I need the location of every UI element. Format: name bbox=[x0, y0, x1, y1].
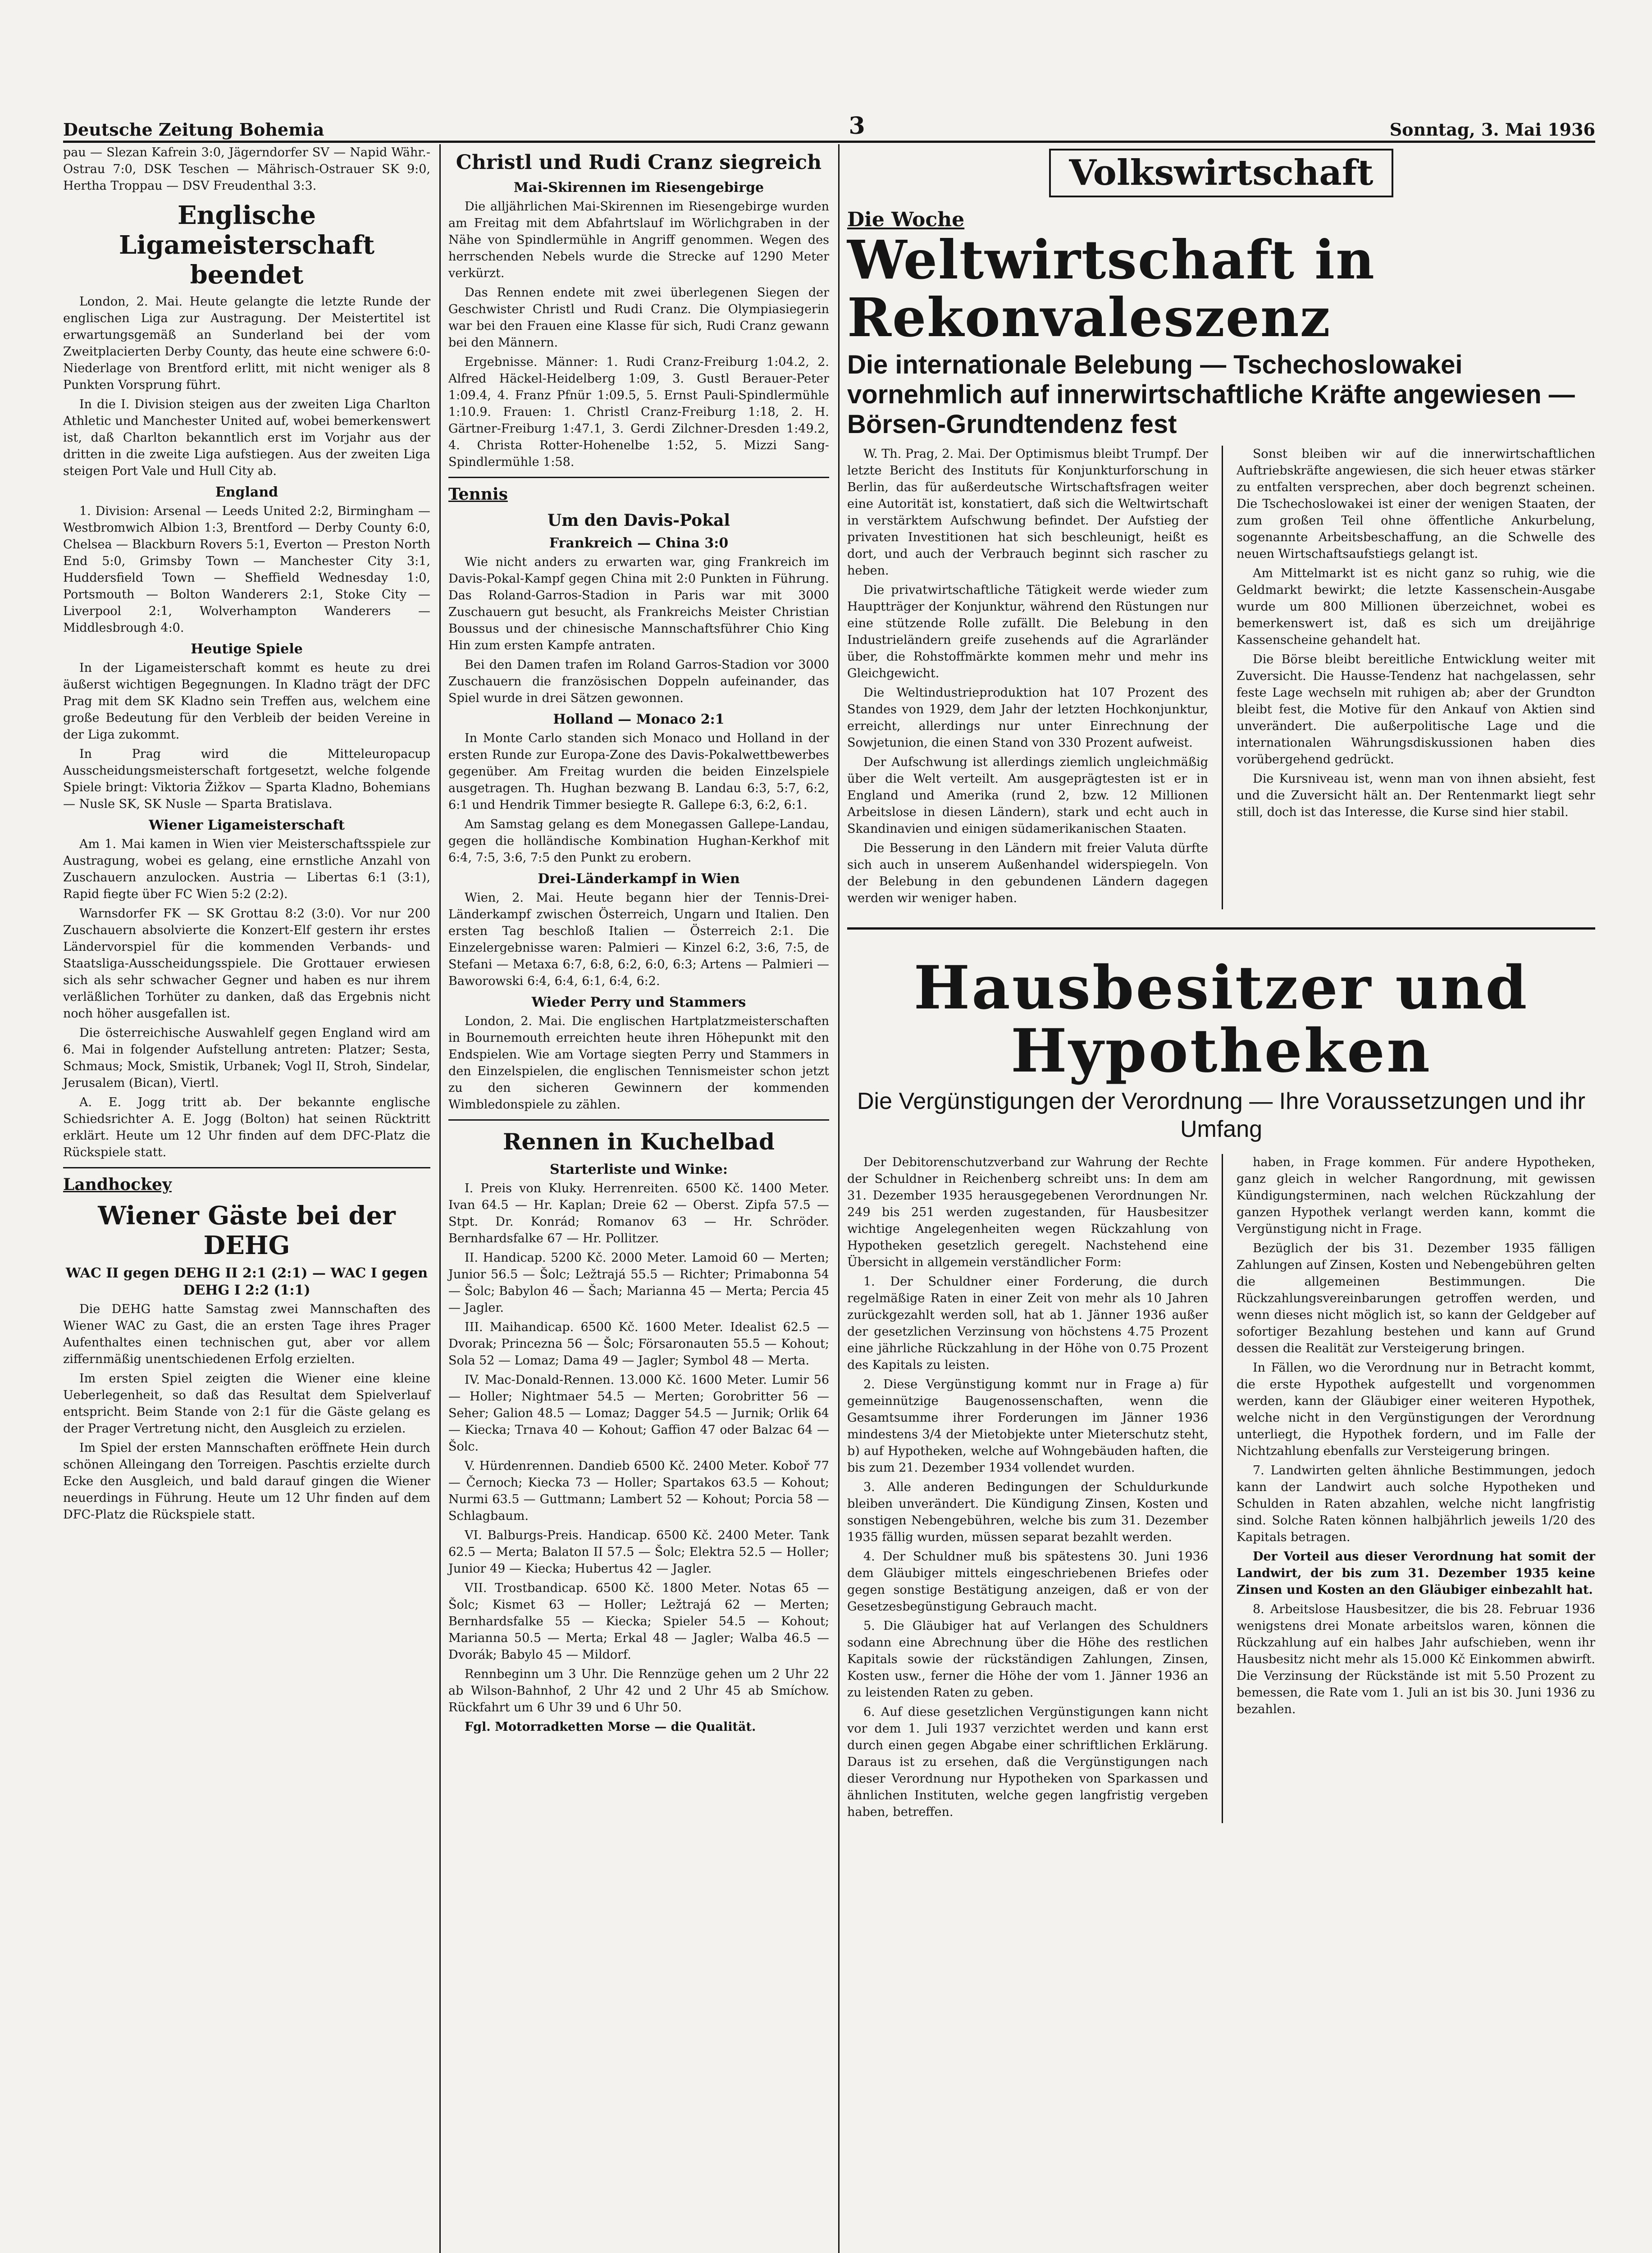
article-paragraph: Am Samstag gelang es dem Monegassen Gallepe-Landau, gegen die holländische Kombination Hughan-Kerkhof mit 6:4, 7:5, 3:6, 7:5 den Punkt zu erobern. bbox=[448, 817, 829, 865]
article-paragraph: Wie nicht anders zu erwarten war, ging Frankreich im Davis-Pokal-Kampf gegen China mit 2:0 Punkten in Führung. Das Roland-Garros-Stadion in Paris war mit 3000 Zuschauern gut besucht, als Frankreichs Meister Christian Boussus und der chinesische Mannschaftsführer Chio King Hin zum ersten Kampfe antraten. bbox=[448, 555, 829, 652]
subhead-perry-stammers: Wieder Perry und Stammers bbox=[531, 994, 746, 1010]
article-paragraph: London, 2. Mai. Die englischen Hartplatzmeisterschaften in Bournemouth erreichten heute ihren Höhepunkt mit den Endspielen. Wie am Vortage siegten Perry und Stammers in den Einzelspielen, die englischen Tennismeister schon jetzt zu den sicheren Gewinnern der kommenden Wimbledonspiele zu zählen. bbox=[448, 1014, 829, 1112]
article-paragraph: 1. Der Schuldner einer Forderung, die durch regelmäßige Raten in einer Zeit von mehr als 10 Jahren zurückgezahlt werden soll, hat ab 1. Jänner 1936 außer der gesetzlichen Verzinsung von höchstens 4.75 Prozent eine jährliche Rückzahlung in der Höhe von 0.75 Prozent des Kapitals zu leisten. bbox=[847, 1275, 1208, 1372]
subhead-frankreich-china: Frankreich — China 3:0 bbox=[549, 535, 729, 551]
race-info: Rennbeginn um 3 Uhr. Die Rennzüge gehen um 2 Uhr 22 ab Wilson-Bahnhof, 2 Uhr 42 und 2 Uhr 45 ab Smíchow. Rückfahrt um 6 Uhr 39 und 6 Uhr 50. bbox=[448, 1667, 829, 1715]
article-paragraph: 7. Landwirten gelten ähnliche Bestimmungen, jedoch kann der Landwirt auch solche Hypotheken und Schulden in Raten abzahlen, welche nicht langfristig sind. Solche Raten können halbjährlich jeweils 1/20 des Kapitals betragen. bbox=[1236, 1464, 1595, 1544]
section-title-volkswirtschaft: Volkswirtschaft bbox=[1049, 149, 1393, 197]
article-paragraph: Am Mittelmarkt ist es nicht ganz so ruhig, wie die Geldmarkt bewirkt; die letzte Kassenschein-Ausgabe wurde um 800 Millionen überzeichnet, wobei es bemerkenswert ist, daß es sich um dreijährige Kassenscheine gehandelt hat. bbox=[1236, 566, 1595, 647]
article-paragraph: Die DEHG hatte Samstag zwei Mannschaften des Wiener WAC zu Gast, die an ersten Tage ihres Prager Aufenthaltes einen technischen gut, aber vor allem ziffernmäßig unentschiedenen Erfolg erzielten. bbox=[63, 1302, 430, 1366]
subhead-heutige-spiele: Heutige Spiele bbox=[191, 641, 303, 657]
article-paragraph: Die Weltindustrieproduktion hat 107 Prozent des Standes von 1929, dem Jahr der letzten Hochkonjunktur, erreicht, allerdings nur unter Einrechnung der Sowjetunion, die einen Stand von 330 Prozent aufweist. bbox=[847, 686, 1208, 750]
article-paragraph: In Fällen, wo die Verordnung nur in Betracht kommt, die erste Hypothek aufgestellt und vorgenommen werden, kann der Gläubiger einer weiteren Hypothek, welche nicht in den Vergünstigungen der Verordnung unterliegt, die Hypothek fordern, und im Falle der Nichtzahlung ebenfalls zur Versteigerung bringen. bbox=[1236, 1361, 1595, 1458]
article-paragraph: Die Kursniveau ist, wenn man von ihnen absieht, fest und die Zuversicht hält an. Der Rentenmarkt liegt sehr still, doch ist das Interesse, die Kurse sind hier stabil. bbox=[1236, 772, 1595, 819]
column-divider bbox=[1222, 1154, 1223, 1823]
running-header bbox=[63, 108, 1595, 140]
article-paragraph: haben, in Frage kommen. Für andere Hypotheken, ganz gleich in welcher Rangordnung, mit gewissen Kündigungsterminen, nach welchen Rückzahlung der ganzen Hypothek verlangt werden kann, kommt die Vergünstigung nicht in Frage. bbox=[1236, 1155, 1595, 1236]
article-paragraph: Warnsdorfer FK — SK Grottau 8:2 (3:0). Vor nur 200 Zuschauern absolvierte die Konzert-Elf gestern ihr erstes Ländervorspiel für die kommenden Verbands- und Staatsliga-Ausscheidungsspiele. Die Grottauer erwiesen sich als sehr schwacher Gegner und haben es nur ihrem verläßlichen Torhüter zu danken, daß das Ergebnis nicht noch höher ausgefallen ist. bbox=[63, 907, 430, 1021]
headline-weltwirtschaft: Weltwirtschaft in Rekonvaleszenz bbox=[847, 228, 1375, 349]
article-paragraph: 8. Arbeitslose Hausbesitzer, die bis 28. Februar 1936 wenigstens drei Monate arbeitslos waren, können die Rückzahlung auf ein halbes Jahr aufschieben, wenn ihr Hausbesitz nicht mehr als 15.000 Kč Einkommen abwirft. Die Verzinsung der Rückstände ist mit 5.50 Prozent zu bemessen, die Rate vom 1. Juli an ist bis 30. Juni 1936 zu bezahlen. bbox=[1236, 1602, 1595, 1716]
kicker-die-woche: Die Woche bbox=[847, 208, 965, 231]
subhead-england: England bbox=[215, 484, 278, 500]
page-number: 3 bbox=[849, 112, 865, 140]
article-paragraph: W. Th. Prag, 2. Mai. Der Optimismus bleibt Trumpf. Der letzte Bericht des Instituts für Konjunkturforschung in Berlin, das für außerdeutsche Wirtschaftsfragen weiter eine Autorität ist, konstatiert, daß sich die Weltwirtschaft in verstärktem Aufschwung befindet. Der Aufstieg der privaten Investitionen hat sich beschleunigt, heißt es dort, und auch der Verbrauch beginnt sich rascher zu heben. bbox=[847, 447, 1208, 578]
headline-cranz: Christl und Rudi Cranz siegreich bbox=[456, 151, 822, 174]
economics-column-b bbox=[1237, 446, 1595, 909]
headline-wiener-gaeste: Wiener Gäste bei der DEHG bbox=[98, 1201, 396, 1260]
headline-hausbesitzer: Hausbesitzer und Hypotheken bbox=[913, 953, 1529, 1086]
section-rule bbox=[847, 927, 1595, 930]
column-divider bbox=[1222, 446, 1223, 909]
article-paragraph: Die Börse bleibt bereitliche Entwicklung weiter mit Zuversicht. Die Hausse-Tendenz hat nachgelassen, sehr feste Lage wechseln mit ruhigen ab; aber der Grundton bleibt fest, die Motive für den Ankauf von Aktien sind unverändert. Die außerpolitische Lage und die internationalen Währungsdiskussionen haben dies vorübergehend gedrückt. bbox=[1236, 652, 1595, 766]
article-paragraph: Der Aufschwung ist allerdings ziemlich ungleichmäßig über die Welt verteilt. Am ausgeprägtesten ist er in England und Amerika (rund 2, bzw. 12 Millionen Arbeitslose in diesen Ländern), stark und echt auch in Skandinavien und einigen südamerikanischen Staaten. bbox=[847, 755, 1208, 836]
article-paragraph: Der Debitorenschutzverband zur Wahrung der Rechte der Schuldner in Reichenberg schreibt uns: In dem am 31. Dezember 1935 herausgegebenen Verordnungen Nr. 249 bis 251 werden zugestanden, für Hausbesitzer wichtige Angelegenheiten wegen Rückzahlung von Hypotheken gesetzlich geregelt. Nachstehend eine Übersicht in allgemein verständlicher Form: bbox=[847, 1155, 1208, 1269]
article-paragraph: In Monte Carlo standen sich Monaco und Holland in der ersten Runde zur Europa-Zone des Davis-Pokalwettbewerbes gegenüber. Am Freitag wurden die beiden Einzelspiele ausgetragen. Th. Hughan bezwang B. Landau 6:3, 5:7, 6:2, 6:1 und Hendrik Timmer besiegte R. Gallepe 6:3, 6:2, 6:1. bbox=[448, 731, 829, 812]
article-paragraph: 3. Alle anderen Bedingungen der Schuldurkunde bleiben unverändert. Die Kündigung Zinsen, Kosten und sonstigen Nebengebühren, welche bis zum 31. Dezember 1935 fällig wurden, müssen separat bezahlt werden. bbox=[847, 1480, 1208, 1544]
article-paragraph: Sonst bleiben wir auf die innerwirtschaftlichen Auftriebskräfte angewiesen, die sich heuer etwas stärker zu entfalten versprechen, aber doch begrenzt scheinen. Die Tschechoslowakei ist einer der wenigen Staaten, der zum großen Teil ohne öffentliche Ankurbelung, sogenannte Arbeitsbeschaffung, an die Schwelle des neuen Wirtschaftsaufstiegs gelangt ist. bbox=[1236, 447, 1595, 561]
article-paragraph: 6. Auf diese gesetzlichen Vergünstigungen kann nicht vor dem 1. Juli 1937 verzichtet werden und kann erst durch einen gegen Abgabe einer schriftlichen Erklärung. Daraus ist zu ersehen, daß die Vergünstigungen nach dieser Verordnung nur Hypotheken von Sparkassen und ähnlichen Instituten, welche gegen langfristig vergeben haben, betreffen. bbox=[847, 1705, 1208, 1819]
section-landhockey: Landhockey bbox=[63, 1175, 172, 1194]
deck-weltwirtschaft: Die internationale Belebung — Tschechoslowakei vornehmlich auf innerwirtschaftliche Kräfte angewiesen — Börsen-Grundtendenz fest bbox=[847, 350, 1575, 439]
article-paragraph: Am 1. Mai kamen in Wien vier Meisterschaftsspiele zur Austragung, wobei es gelang, eine ernstliche Anzahl von Zuschauern anzulocken. Austria — Libertas 6:1 (3:1), Rapid fiegte über FC Wien 5:2 (2:2). bbox=[63, 837, 430, 901]
subhead-holland-monaco: Holland — Monaco 2:1 bbox=[553, 711, 725, 727]
column-sports-2 bbox=[448, 144, 829, 1738]
section-separator bbox=[448, 477, 829, 478]
subhead-wiener-liga: Wiener Ligameisterschaft bbox=[149, 817, 345, 833]
article-paragraph: In der Ligameisterschaft kommt es heute zu drei äußerst wichtigen Begegnungen. In Kladno trägt der DFC Prag mit dem SK Kladno sein Treffen aus, welchem eine große Bedeutung für den Verbleib der beiden Vereine in der Liga zukommt. bbox=[63, 661, 430, 742]
race-entry: VI. Balburgs-Preis. Handicap. 6500 Kč. 2400 Meter. Tank 62.5 — Merta; Balaton II 57.5 — Šolc; Elektra 52.5 — Holler; Junior 49 — Kiecka; Hubertus 42 — Jagler. bbox=[448, 1528, 829, 1576]
section-separator bbox=[448, 1119, 829, 1121]
headline-davis-pokal: Um den Davis-Pokal bbox=[547, 511, 730, 530]
advert-line: Fgl. Motorradketten Morse — die Qualität. bbox=[465, 1720, 756, 1734]
article-paragraph: 4. Der Schuldner muß bis spätestens 30. Juni 1936 dem Gläubiger mittels eingeschriebenen Briefes oder gegen sonstige Bestätigung anzeigen, daß er von der Gesetzesbegünstigung Gebrauch macht. bbox=[847, 1550, 1208, 1614]
article-paragraph: 2. Diese Vergünstigung kommt nur in Frage a) für gemeinnützige Baugenossenschaften, wenn die Gesamtsumme ihrer Forderungen im Jänner 1936 mindestens 3/4 der Mietobjekte unter Mieterschutz steht, b) auf Hypotheken, welche auf Wohngebäuden haften, die bis zum 21. Dezember 1934 vollendet wurden. bbox=[847, 1377, 1208, 1475]
article-paragraph: Die Besserung in den Ländern mit freier Valuta dürfte sich auch in unserem Außenhandel widerspiegeln. Von der Belebung in den gebundenen Ländern dagegen werden wir weniger haben. bbox=[847, 841, 1208, 905]
headline-rennen-kuchelbad: Rennen in Kuchelbad bbox=[502, 1128, 775, 1155]
article-paragraph: Wien, 2. Mai. Heute begann hier der Tennis-Drei-Länderkampf zwischen Österreich, Ungarn und Italien. Den ersten Tag beschloß Italien — Österreich 2:1. Die Einzelergebnisse waren: Palmieri — Kinzel 6:2, 3:6, 7:5, de Stefani — Metaxa 6:7, 6:8, 6:2, 6:0, 6:3; Artens — Palmieri — Baworowski 6:4, 6:4, 6:1, 6:4, 6:2. bbox=[448, 891, 829, 988]
results-england: 1. Division: Arsenal — Leeds United 2:2, Birmingham — Westbromwich Albion 1:3, Brentford — Derby County 6:0, Chelsea — Blackburn Rovers 5:1, Everton — Preston North End 5:0, Grimsby Town — Manchester City 3:1, Huddersfield Town — Sheffield Wednesday 1:0, Portsmouth — Bolton Wanderers 2:1, Stoke City — Liverpool 2:1, Wolverhampton Wanderers — Middlesbrough 4:0. bbox=[63, 504, 430, 635]
article-paragraph: London, 2. Mai. Heute gelangte die letzte Runde der englischen Liga zur Austragung. Der Meistertitel ist erwartungsgemäß an Sunderland bei der vom Zweitplacierten Derby County, das heute eine schwere 6:0-Niederlage von Brentford erlitt, mit nicht weniger als 8 Punkten Vorsprung führt. bbox=[63, 295, 430, 392]
section-tennis: Tennis bbox=[448, 485, 508, 504]
article-paragraph: Die alljährlichen Mai-Skirennen im Riesengebirge wurden am Freitag mit dem Abfahrtslauf im Wörlichgraben in der Nähe von Spindlermühle in Angriff genommen. Wegen des herrschenden Nebels wurde die Strecke auf 1290 Meter verkürzt. bbox=[448, 200, 829, 280]
article-paragraph: 5. Die Gläubiger hat auf Verlangen des Schuldners sodann eine Abrechnung über die Höhe des restlichen Kapitals sowie der rückständigen Zahlungen, Zinsen, Kosten usw., ferner die Höhe der vom 1. Jänner 1936 an zu leistenden Raten zu geben. bbox=[847, 1619, 1208, 1700]
race-entry: IV. Mac-Donald-Rennen. 13.000 Kč. 1600 Meter. Lumir 56 — Holler; Nightmaer 54.5 — Merten; Gorobritter 56 — Seher; Galion 48.5 — Lomaz; Dagger 54.5 — Jurnik; Orlik 64 — Kiecka; Trnava 40 — Kohout; Gaffion 47 oder Balzac 64 — Šolc. bbox=[448, 1373, 829, 1454]
subhead-skirennen: Mai-Skirennen im Riesengebirge bbox=[513, 180, 764, 196]
economics-column-a bbox=[847, 446, 1208, 909]
column-sports-1 bbox=[63, 144, 430, 1526]
article-paragraph: Bezüglich der bis 31. Dezember 1935 fälligen Zahlungen auf Zinsen, Kosten und Nebengebühren gelten die allgemeinen Bestimmungen. Die Rückzahlungsvereinbarungen getroffen werden, und wenn dieses nicht möglich ist, so kann der Geldgeber auf sofortiger Bezahlung bestehen und kann auf Grund dessen die Realität zur Versteigerung bringen. bbox=[1236, 1241, 1595, 1355]
subhead-starterliste: Starterliste und Winke: bbox=[550, 1162, 728, 1177]
article-paragraph: Die österreichische Auswahlelf gegen England wird am 6. Mai in folgender Aufstellung antreten: Platzer; Sesta, Schmaus; Mock, Smistik, Urbanek; Vogl II, Stroh, Sindelar, Jerusalem (Bican), Viertl. bbox=[63, 1026, 430, 1090]
article-paragraph: Ergebnisse. Männer: 1. Rudi Cranz-Freiburg 1:04.2, 2. Alfred Häckel-Heidelberg 1:09, 3. Gustl Berauer-Peter 1:09.4, 4. Franz Pfnür 1:09.5, 5. Ernst Pauli-Spindlermühle 1:10.9. Frauen: 1. Christl Cranz-Freiburg 1:18, 2. H. Gärtner-Freiburg 1:47.1, 3. Gerdi Zilchner-Dresden 1:49.2, 4. Christa Rotter-Hohenelbe 1:52, 5. Mizzi Sang-Spindlermühle 1:58. bbox=[448, 355, 829, 469]
article-paragraph: Das Rennen endete mit zwei überlegenen Siegen der Geschwister Christl und Rudi Cranz. Die Olympiasiegerin war bei den Frauen eine Klasse für sich, Rudi Cranz gewann bei den Männern. bbox=[448, 286, 829, 350]
deck-hausbesitzer: Die Vergünstigungen der Verordnung — Ihre Voraussetzungen und ihr Umfang bbox=[857, 1088, 1585, 1142]
article-paragraph: Im ersten Spiel zeigten die Wiener eine kleine Ueberlegenheit, so daß das Resultat dem Spielverlauf entspricht. Beim Stande von 2:1 für die Gäste gelang es der Prager Vertretung nicht, den Ausgleich zu erzielen. bbox=[63, 1372, 430, 1436]
hypotheken-column-a bbox=[847, 1154, 1208, 1823]
race-entry: II. Handicap. 5200 Kč. 2000 Meter. Lamoid 60 — Merten; Junior 56.5 — Šolc; Ležtrajá 55.5 — Richter; Primabonna 54 — Šolc; Babylon 46 — Šach; Marianna 45 — Merta; Percia 45 — Jagler. bbox=[448, 1251, 829, 1315]
article-paragraph: Bei den Damen trafen im Roland Garros-Stadion vor 3000 Zuschauern die französischen Doppeln aufeinander, das Spiel wurde in drei Sätzen gewonnen. bbox=[448, 658, 829, 705]
race-entry: I. Preis von Kluky. Herrenreiten. 6500 Kč. 1400 Meter. Ivan 64.5 — Hr. Kaplan; Dreie 62 — Oberst. Zipfa 57.5 — Stpt. Dr. Konrád; Romanov 63 — Hr. Schröder. Bernhardsfalke 67 — Hr. Pollitzer. bbox=[448, 1181, 829, 1245]
hypotheken-column-b bbox=[1237, 1154, 1595, 1823]
paper-name: Deutsche Zeitung Bohemia bbox=[63, 119, 324, 140]
intro-results: pau — Slezan Kafrein 3:0, Jägerndorfer SV — Napid Währ.-Ostrau 7:0, DSK Teschen — Mährisch-Ostrauer SK 9:0, Hertha Troppau — DSV Freudenthal 3:3. bbox=[63, 146, 430, 193]
section-separator bbox=[63, 1167, 430, 1168]
column-divider bbox=[838, 144, 840, 2253]
race-entry: VII. Trostbandicap. 6500 Kč. 1800 Meter. Notas 65 — Šolc; Kismet 63 — Holler; Ležtrajá 62 — Merten; Bernhardsfalke 55 — Kiecka; Spieler 54.5 — Kohout; Marianna 50.5 — Merta; Erkal 48 — Jagler; Walba 46.5 — Dvorák; Babylo 45 — Mildorf. bbox=[448, 1581, 829, 1662]
column-divider bbox=[439, 144, 441, 2253]
subhead-dreilaenderkampf: Drei-Länderkampf in Wien bbox=[538, 871, 740, 887]
issue-date: Sonntag, 3. Mai 1936 bbox=[1389, 119, 1595, 140]
race-entry: V. Hürdenrennen. Dandieb 6500 Kč. 2400 Meter. Koboř 77 — Černoch; Kiecka 73 — Holler; Spartakos 63.5 — Kohout; Nurmi 63.5 — Guttmann; Lambert 52 — Kohout; Porcia 58 — Schlagbaum. bbox=[448, 1459, 829, 1523]
headline-english-league: Englische Ligameisterschaft beendet bbox=[119, 201, 375, 290]
race-entry: III. Maihandicap. 6500 Kč. 1600 Meter. Idealist 62.5 — Dvorak; Princezna 56 — Šolc; Försaronauten 55.5 — Kohout; Sola 52 — Lomaz; Dama 49 — Jagler; Symbol 48 — Merta. bbox=[448, 1320, 829, 1368]
article-paragraph: Der Vorteil aus dieser Verordnung hat somit der Landwirt, der bis zum 31. Dezember 1935 keine Zinsen und Kosten an den Gläubiger einbezahlt hat. bbox=[1236, 1550, 1595, 1597]
header-rule bbox=[63, 141, 1595, 143]
article-paragraph: Die privatwirtschaftliche Tätigkeit werde wieder zum Hauptträger der Konjunktur, während den Rüstungen nur eine stützende Rolle zufällt. Die Belebung in den Industrieländern greife zusehends auf die Agrarländer über, die Rohstoffmärkte kommen mehr und mehr ins Gleichgewicht. bbox=[847, 583, 1208, 680]
article-paragraph: In Prag wird die Mitteleuropacup Ausscheidungsmeisterschaft fortgesetzt, welche folgende Spiele bringt: Viktoria Žižkov — Sparta Kladno, Bohemians — Nusle SK, SK Nusle — Sparta Bratislava. bbox=[63, 747, 430, 811]
economics-section bbox=[847, 144, 1595, 1823]
article-paragraph: A. E. Jogg tritt ab. Der bekannte englische Schiedsrichter A. E. Jogg (Bolton) hat seinen Rücktritt erklärt. Heute um 12 Uhr finden auf dem DFC-Platz die Rückspiele statt. bbox=[63, 1095, 430, 1159]
subhead-hockey-results: WAC II gegen DEHG II 2:1 (2:1) — WAC I gegen DEHG I 2:2 (1:1) bbox=[65, 1265, 428, 1298]
article-paragraph: Im Spiel der ersten Mannschaften eröffnete Hein durch schönen Alleingang den Torreigen. Paschtis erzielte durch Ecke den Ausgleich, und bald darauf gingen die Wiener neuerdings in Führung. Heute um 12 Uhr finden auf dem DFC-Platz die Rückspiele statt. bbox=[63, 1441, 430, 1522]
article-paragraph: In die I. Division steigen aus der zweiten Liga Charlton Athletic und Manchester United auf, wobei bemerkenswert ist, daß Charlton bekanntlich erst im Vorjahr aus der dritten in die zweite Liga aufstiegen. Aus der zweiten Liga steigen Port Vale und Hull City ab. bbox=[63, 397, 430, 478]
